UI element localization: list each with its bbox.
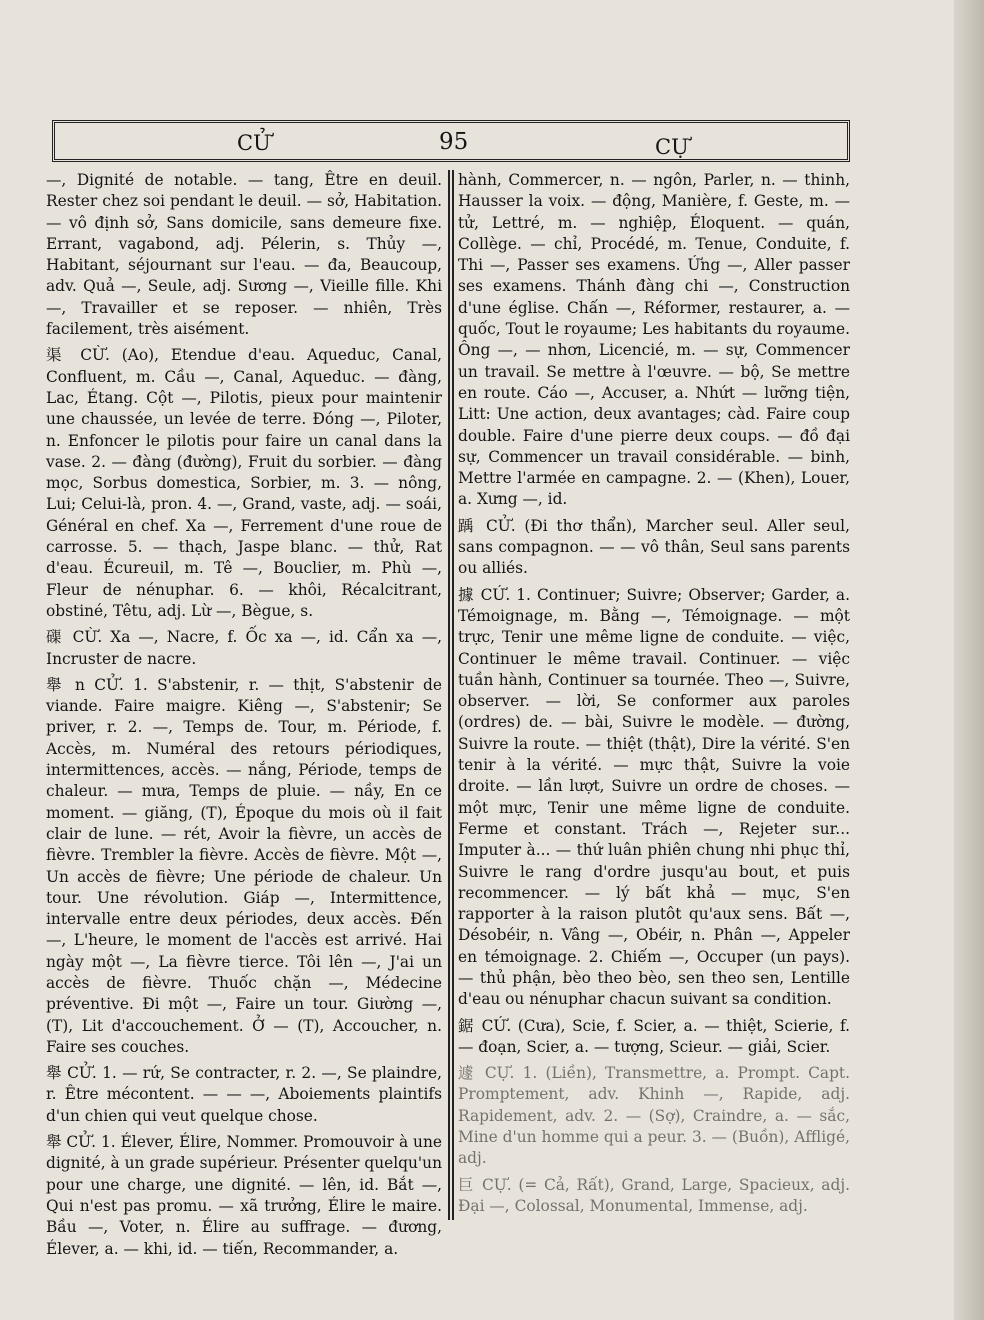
entry-cu-transmettre: 遽 CỰ. 1. (Liền), Transmettre, a. Prompt. Capt. Promptement, adv. Khinh —, Rapide, adj. Rapidement, adv. 2. — (Sợ), Craindre, a. — sắc, Mine d'un homme qui a peur. 3. — (Buồn), Affligé, adj. bbox=[458, 1064, 850, 1168]
entry-cu-contracter: 舉 CỬ. 1. — rứ, Se contracter, r. 2. —, Se plaindre, r. Être mécontent. — — —, Aboiements plaintifs d'un chien qui veut quelque chose. bbox=[46, 1064, 442, 1125]
entry-cu-nacre: 磲 CỪ. Xa —, Nacre, f. Ốc xa —, id. Cẩn xa —, Incruster de nacre. bbox=[46, 628, 442, 668]
entry-cu-marcher-seul: 踽 CỬ. (Đi thơ thẩn), Marcher seul. Aller seul, sans compagnon. — — vô thân, Seul sans parents ou alliés. bbox=[458, 516, 850, 578]
entry-continuation: —, Dignité de notable. — tang, Être en deuil. Rester chez soi pendant le deuil. — sở, Habitation. — vô định sở, Sans domicile, sans demeure fixe. Errant, vagabond, adj. Pélerin, s. Thủy —, Habitant, séjournant sur l'eau. — đa, Beaucoup, adv. Quả —, Seule, adj. Sương —, Vieille fille. Khi —, Travailler et se reposer. — nhiên, Très facilement, très aisément. bbox=[46, 171, 442, 339]
column-divider bbox=[448, 170, 454, 1220]
entry-cu-continuer: 據 CỨ. 1. Continuer; Suivre; Observer; Garder, a. Témoignage, m. Bằng —, Témoignage. — một trực, Tenir une même ligne de conduite. — việc, Continuer le même travail. Continuer. — việc tuần hành, Continuer sa tournée. Theo —, Suivre, observer. — lời, Se conformer aux paroles (ordres) de. — bài, Suivre le modèle. — đường, Suivre la route. — thiệt (thật), Dire la vérité. S'en tenir à la vérité. — mực thật, Suivre la voie droite. — lần lượt, Suivre un ordre de choses. — một mực, Tenir une même ligne de conduite. Ferme et constant. Trách —, Rejeter sur... Imputer à... — thứ luân phiên chung nhi phục thỉ, Suivre le rang d'ordre jusqu'au bout, et puis recommencer. — lý bất khả — mục, S'en rapporter à la raison plutôt qu'aux sens. Bất —, Désobéir, n. Vâng —, Obéir, n. Phân —, Appeler en témoignage. 2. Chiếm —, Occuper (un pays). — thủ phận, bèo theo bèo, sen theo sen, Lentille d'eau ou nénuphar chacun suivant sa condition. bbox=[458, 585, 850, 1009]
right-column bbox=[458, 170, 850, 1222]
entry-cu-grand: 巨 CỰ. (= Cả, Rất), Grand, Large, Spacieux, adj. Đại —, Colossal, Monumental, Immense, adj. bbox=[458, 1175, 850, 1215]
running-header bbox=[52, 120, 850, 162]
entry-cu-elever: 舉 CỬ. 1. Élever, Élire, Nommer. Promouvoir à une dignité, à un grade supérieur. Présenter quelqu'un pour une charge, une dignité. — lên, id. Bắt —, Qui n'est pas promu. — xã trưởng, Élire le maire. Bầu —, Voter, n. Élire au suffrage. — đương, Élever, a. — khi, id. — tiến, Recommander, a. bbox=[46, 1133, 442, 1258]
header-right-word: CỰ bbox=[655, 135, 689, 159]
left-column bbox=[46, 170, 442, 1265]
entry-cu-abstenir: 舉 n CỬ. 1. S'abstenir, r. — thịt, S'abstenir de viande. Faire maigre. Kiêng —, S'abstenir; Se priver, r. 2. —, Temps de. Tour, m. Période, f. Accès, m. Numéral des retours périodiques, intermittences, accès. — nắng, Période, temps de chaleur. — mưa, Temps de pluie. — nầy, En ce moment. — giăng, (T), Époque du mois où il fait clair de lune. — rét, Avoir la fièvre, un accès de fièvre. Trembler la fièvre. Accès de fièvre. Một —, Un accès de fièvre; Une période de chaleur. Un tour. Une révolution. Giáp —, Intermittence, intervalle entre deux périodes, deux accès. Đến —, L'heure, le moment de l'accès est arrivé. Hai ngày một —, La fièvre tierce. Tôi lên —, J'ai un accès de fièvre. Thuốc chặn —, Médecine préventive. Đi một —, Faire un tour. Giường —, (T), Lit d'accouchement. Ở — (T), Accoucher, n. Faire ses couches. bbox=[46, 675, 442, 1056]
header-left-word: CỬ bbox=[237, 131, 271, 155]
entry-cu-canal: 渠 CỪ. (Ao), Etendue d'eau. Aqueduc, Canal, Confluent, m. Cầu —, Canal, Aqueduc. — đàng, Lac, Étang. Cột —, Pilotis, pieux pour maintenir une chaussée, un levée de terre. Đóng —, Piloter, n. Enfoncer le pilotis pour faire un canal dans la vase. 2. — đàng (đường), Fruit du sorbier. — đàng mọc, Sorbus domestica, Sorbier, m. 3. — nông, Lui; Celui-là, pron. 4. —, Grand, vaste, adj. — soái, Général en chef. Xa —, Ferrement d'une roue de carrosse. 5. — thạch, Jaspe blanc. — thử, Rat d'eau. Écureuil, m. Tê —, Bouclier, m. Phù —, Fleur de nénuphar. 6. — khôi, Récalcitrant, obstiné, Têtu, adj. Lừ —, Bègue, s. bbox=[46, 346, 442, 620]
entry-continuation-right: hành, Commercer, n. — ngôn, Parler, n. — thinh, Hausser la voix. — động, Manière, f. Geste, m. — tử, Lettré, m. — nghiệp, Éloquent. — quán, Collège. — chỉ, Procédé, m. Tenue, Conduite, f. Thi —, Passer ses examens. Ứng —, Aller passer ses examens. Thánh đàng chi —, Construction d'une église. Chấn —, Réformer, restaurer, a. — quốc, Tout le royaume; Les habitants du royaume. Ông —, — nhơn, Licencié, m. — sự, Commencer un travail. Se mettre à l'œuvre. — bộ, Se mettre en route. Cáo —, Accuser, a. Nhứt — lưỡng tiện, Litt: Une action, deux avantages; càd. Faire coup double. Faire d'une pierre deux coups. — đồ đại sự, Commencer un travail considérable. — binh, Mettre l'armée en campagne. 2. — (Khen), Louer, a. Xưng —, id. bbox=[458, 171, 850, 509]
page-edge bbox=[954, 0, 984, 1320]
entry-cu-scie: 鋸 CỨ. (Cưa), Scie, f. Scier, a. — thiệt, Scierie, f. — đoạn, Scier, a. — tượng, Scieur. — giải, Scier. bbox=[458, 1016, 850, 1056]
page-number: 95 bbox=[439, 129, 469, 155]
